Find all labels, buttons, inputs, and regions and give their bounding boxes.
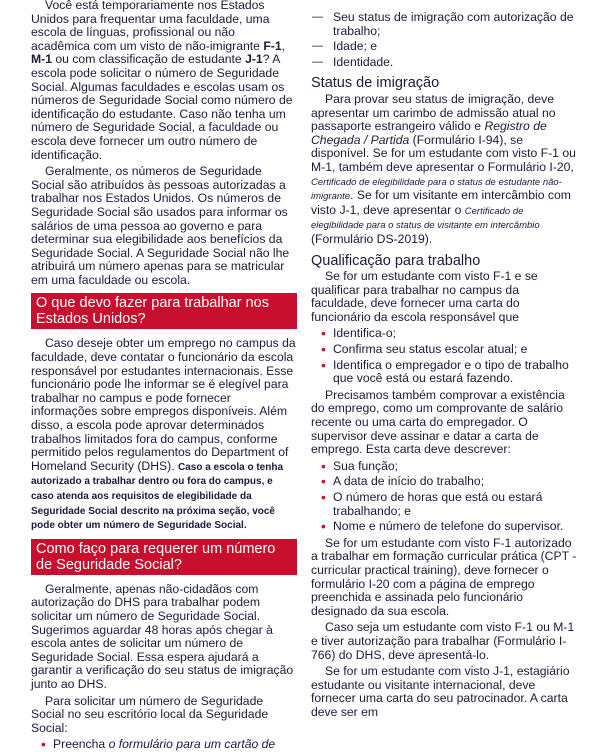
apply-local-office-paragraph: Para solicitar um número de Seguridade Social no seu escritório local da Seguridade Social: <box>31 693 269 735</box>
left-column <box>31 0 297 755</box>
list-item: • Identifica-o; <box>333 327 578 341</box>
immigration-status-heading: Status de imigração <box>311 75 440 92</box>
work-paragraph: Caso deseje obter um emprego no campus da faculdade, deve contatar o funcionário da escola responsável por estudantes internacionais. Esse funcionário pode lhe informar se é elegível para trabalhar no campus e pode fornecer informações sobre empregos disponíveis. Além disso, a escola pode aprovar determinados trabalhos limitados fora do campus, conforme permitido pelos regulamentos do Department of Homeland Security (DHS). Caso a escola o tenha autorizado a trabalhar dentro ou fora do campus, e caso atenda aos requisitos de elegibilidade da Seguridade Social descrito na próxima seção, você pode obter um número de Seguridade Social. <box>31 336 296 532</box>
list-item: • O número de horas que está ou estará trabalhando; e <box>333 491 578 518</box>
work-qualification-paragraph: Se for um estudante com visto F-1 e se qualificar para trabalhar no campus da faculdade, deve fornecer uma carta do funcionário da escola responsável que <box>311 269 538 324</box>
cpt-paragraph: Se for um estudante com visto F-1 autorizado a trabalhar em formação curricular prática (CPT - curricular practical training), deve fornecer o formulário I-20 com a página de emprego preenchida e assinada pelo funcionário designado da sua escola. <box>311 535 577 618</box>
intro-paragraph: Você está temporariamente nos Estados Unidos para frequentar uma faculdade, uma escola de línguas, profissional ou não acadêmica com um visto de não-imigrante F-1, M-1 ou com classificação de estudante J-1? A escola pode solicitar o número de Seguridade Social. Algumas faculdades e escolas usam os números de Seguridade Social como número de identificação do estudante. Caso não tenha um número de Seguridade Social, a faculdade ou escola deve fornecer um outro número de identificação. <box>31 0 293 162</box>
right-column <box>311 0 578 723</box>
apply-paragraph: Geralmente, apenas não-cidadãos com autorização do DHS para trabalhar podem solicitar um número de Seguridade Social. Sugerimos aguardar 48 horas após chegar à escola antes de solicitar um número de Seguridade Social. Essa espera ajudará a garantir a verificação do seu status de imigração junto ao DHS. <box>31 581 294 691</box>
list-item: — Idade; e <box>333 40 578 54</box>
list-item: • Confirma seu status escolar atual; e <box>333 343 578 357</box>
list-item: — Identidade. <box>333 56 578 70</box>
list-item: — Seu status de imigração com autorização de trabalho; <box>333 11 578 38</box>
section-heading-work: O que devo fazer para trabalhar nos Estados Unidos? <box>31 293 297 329</box>
list-item: • Preencha o formulário para um cartão de <box>53 738 297 752</box>
employment-proof-paragraph: Precisamos também comprovar a existência do emprego, como um comprovante de salário recente ou uma carta do empregador. O supervisor deve assinar e datar a carta de emprego. Esta carta deve descrever: <box>311 387 565 457</box>
proof-list <box>311 11 578 69</box>
section-heading-apply: Como faço para requerer um número de Seguridade Social? <box>31 539 297 575</box>
list-item: • A data de início do trabalho; <box>333 475 578 489</box>
list-item: • Sua função; <box>333 460 578 474</box>
immigration-status-paragraph: Para provar seu status de imigração, deve apresentar um carimbo de admissão atual no passaporte estrangeiro válido e Registro de Chegada / Partida (Formulário I-94), se disponível. Se for um estudante com visto F-1 ou M-1, também deve apresentar o Formulário I-20, Certificado de elegibilidade para o status de estudante não-imigrante. Se for um visitante em intercâmbio com visto J-1, deve apresentar o Certificado de elegibilidade para o status de visitante em intercâmbio (Formulário DS-2019). <box>311 91 576 246</box>
work-qualification-heading: Qualificação para trabalho <box>311 252 481 269</box>
school-letter-list <box>311 327 578 385</box>
apply-steps-list <box>31 738 297 752</box>
j1-paragraph: Se for um estudante com visto J-1, estagiário estudante ou visitante internacional, deve fornecer uma carta do seu patrocinador. A carta deve ser em <box>311 664 570 719</box>
ssn-general-paragraph: Geralmente, os números de Seguridade Social são atribuídos às pessoas autorizadas a trabalhar nos Estados Unidos. Os números de Seguridade Social são usados para informar os salários de uma pessoa ao governo e para determinar sua elegibilidade aos benefícios da Seguridade Social. A Seguridade Social não lhe atribuirá um número apenas para se matricular em uma faculdade ou escola. <box>31 164 290 287</box>
list-item: • Identifica o empregador e o tipo de trabalho que você está ou estará fazendo. <box>333 359 578 386</box>
employment-letter-list <box>311 460 578 534</box>
list-item: • Nome e número de telefone do supervisor. <box>333 520 578 534</box>
ead-paragraph: Caso seja um estudante com visto F-1 ou M-1 e tiver autorização para trabalhar (Formulário I-766) do DHS, deve apresentá-lo. <box>311 620 575 662</box>
